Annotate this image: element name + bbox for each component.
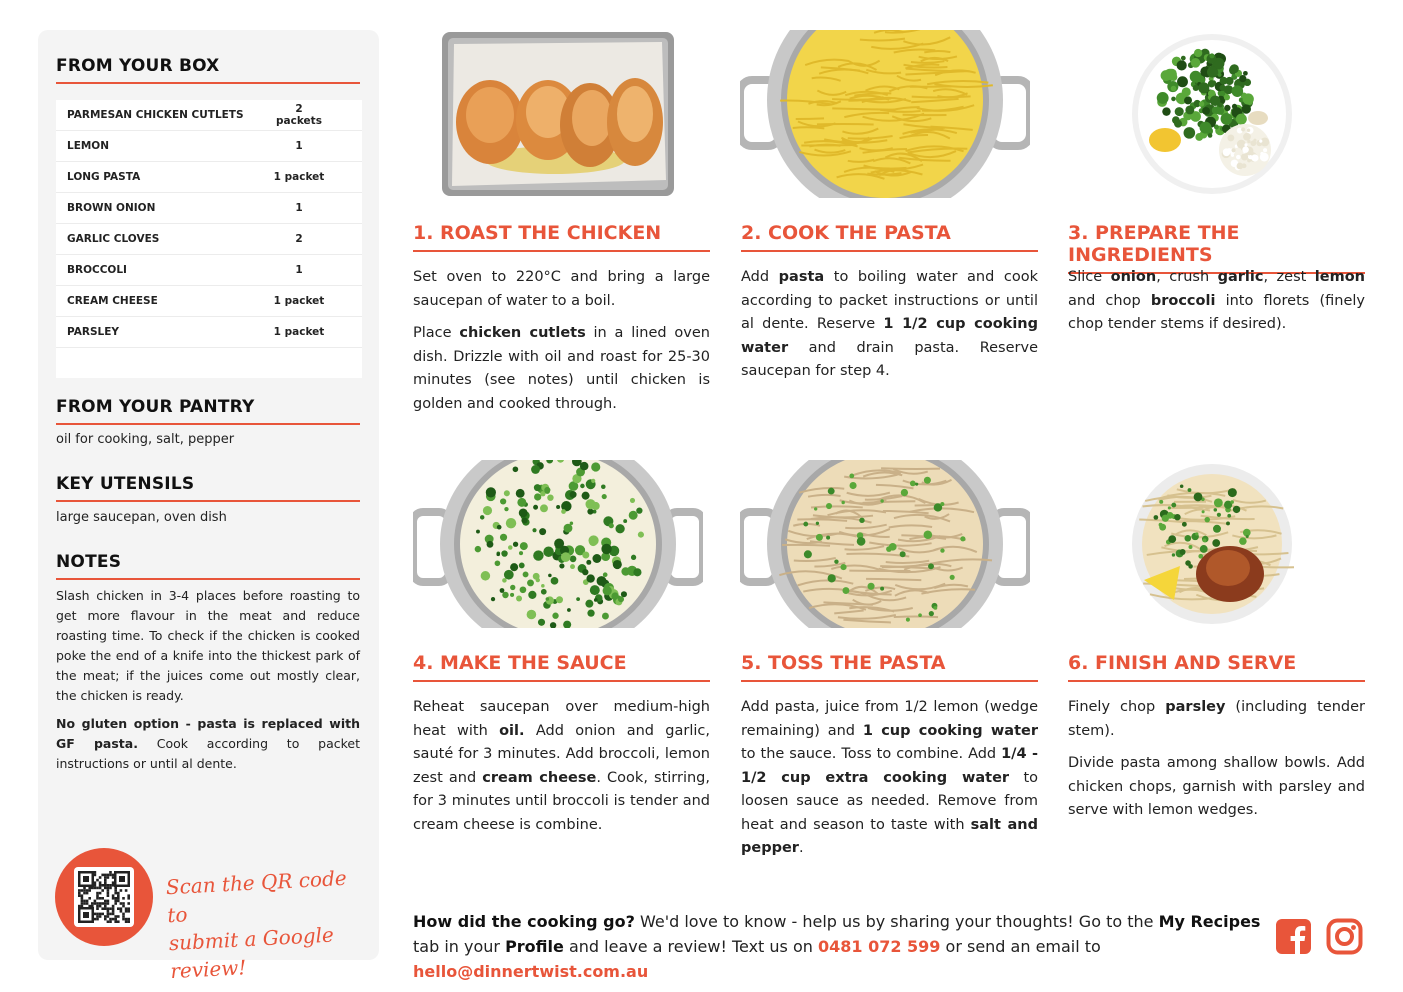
step-text: into florets (finely chop tender stems if desired). [1068, 292, 1365, 332]
roast-chicken-photo [440, 30, 676, 198]
step-ingredient-highlight: chicken cutlets [459, 325, 586, 341]
step-title: 4. MAKE THE SAUCE [413, 652, 710, 682]
step-text: , crush [1156, 269, 1218, 285]
step-paragraph [741, 266, 1038, 384]
qr-caption [165, 863, 371, 985]
ingredient-row [56, 286, 362, 317]
step-body [1068, 696, 1365, 832]
ingredient-name: BROWN ONION [56, 193, 272, 224]
notes-paragraph: Slash chicken in 3-4 places before roasting to get more flavour in the meat and reduce roasting time. To check if the chicken is cooked poke the end of a knife into the thickest park of the meat; if the juices come out mostly clear, the chicken is ready. [56, 588, 360, 703]
step-ingredient-highlight: 1 1/2 cup cooking water [741, 316, 1038, 356]
feedback-text-1: We'd love to know - help us by sharing your thoughts! Go to the [634, 912, 1159, 931]
step-text: and chop [1068, 292, 1151, 309]
step-body [741, 696, 1038, 870]
feedback-text-2: tab in your [413, 937, 506, 956]
ingredient-quantity: 1 packet [272, 317, 362, 348]
step-text: Slice [1068, 269, 1111, 285]
ingredients-sidebar [38, 30, 379, 984]
step-text: Add [741, 269, 779, 285]
step-title: 5. TOSS THE PASTA [741, 652, 1038, 682]
step-ingredient-highlight: cream cheese [482, 769, 597, 786]
notes-body [56, 586, 360, 782]
step-paragraph [1068, 752, 1365, 823]
step-ingredient-highlight: 1 cup cooking water [862, 722, 1038, 739]
notes-gf-bold: No gluten option - pasta is replaced with GF pasta. [56, 716, 360, 751]
qr-caption-line-1: Scan the QR code to [165, 865, 348, 928]
step-paragraph [1068, 266, 1365, 337]
step-paragraph [413, 322, 710, 416]
table-spacer-cell [272, 348, 362, 379]
step-text: Finely chop [1068, 699, 1166, 715]
ingredients-table [56, 100, 362, 378]
ingredient-name: LEMON [56, 131, 272, 162]
step-text: to boiling water and cook according to packet instructions or until al dente. Reserve [741, 269, 1038, 332]
step-ingredient-highlight: garlic [1217, 269, 1264, 285]
step-text: Divide pasta among shallow bowls. Add chicken chops, garnish with parsley and serve with lemon wedges. [1068, 755, 1365, 818]
ingredient-quantity: 2 [272, 224, 362, 255]
step-text: to the sauce. Toss to combine. Add [741, 746, 1002, 762]
qr-caption-line-2: submit a Google review! [168, 922, 335, 984]
ingredient-quantity: 2 packets [272, 100, 362, 131]
profile-label: Profile [505, 937, 564, 956]
ingredient-quantity: 1 packet [272, 286, 362, 317]
step-text: and drain pasta. Reserve saucepan for step 4. [741, 339, 1038, 379]
step-ingredient-highlight: pasta [778, 269, 825, 285]
step-ingredient-highlight: 1/4 - 1/2 cup extra cooking water [741, 746, 1038, 786]
step-text: to loosen sauce as needed. Remove from heat and season to taste with [741, 769, 1039, 833]
step-title: 6. FINISH AND SERVE [1068, 652, 1365, 682]
pantry-text: oil for cooking, salt, pepper [56, 432, 235, 447]
step-text: , zest [1263, 269, 1315, 285]
ingredient-name: CREAM CHEESE [56, 286, 272, 317]
step-text: . [798, 840, 804, 856]
ingredient-row [56, 317, 362, 348]
step-title: 3. PREPARE THE INGREDIENTS [1068, 222, 1365, 274]
toss-pasta-photo [740, 460, 1030, 628]
step-text: . Cook, stirring, for 3 minutes until broccoli is tender and cream cheese is combine. [413, 769, 710, 833]
step-body [741, 266, 1038, 393]
step-text: Place [413, 325, 460, 341]
ingredient-quantity: 1 [272, 255, 362, 286]
my-recipes-label: My Recipes [1158, 912, 1261, 931]
make-sauce-photo [413, 460, 703, 628]
step-paragraph [413, 266, 710, 313]
ingredient-name: LONG PASTA [56, 162, 272, 193]
step-title: 2. COOK THE PASTA [741, 222, 1038, 252]
ingredient-row [56, 193, 362, 224]
email-link[interactable]: hello@dinnertwist.com.au [413, 962, 649, 981]
ingredient-row [56, 255, 362, 286]
step-body [1068, 266, 1365, 346]
step-ingredient-highlight: oil. [499, 722, 525, 739]
notes-gf-rest: Cook according to packet instructions or until al dente. [56, 736, 360, 771]
step-paragraph [413, 696, 710, 837]
ingredient-row [56, 100, 362, 131]
qr-badge [55, 848, 153, 946]
ingredient-row [56, 131, 362, 162]
key-utensils-title: KEY UTENSILS [56, 474, 360, 502]
table-spacer [56, 348, 362, 379]
phone-number-link[interactable]: 0481 072 599 [817, 937, 941, 956]
ingredient-quantity: 1 packet [272, 162, 362, 193]
ingredient-name: GARLIC CLOVES [56, 224, 272, 255]
prepared-ingredients-photo [1130, 32, 1294, 196]
ingredient-name: PARMESAN CHICKEN CUTLETS [56, 100, 272, 131]
finished-dish-photo [1130, 462, 1294, 626]
feedback-text-3: and leave a review! Text us on [563, 937, 818, 956]
step-paragraph [1068, 696, 1365, 743]
ingredient-quantity: 1 [272, 193, 362, 224]
ingredient-row [56, 224, 362, 255]
instagram-icon[interactable] [1326, 918, 1363, 955]
table-spacer-cell [56, 348, 272, 379]
qr-code-icon[interactable] [74, 867, 134, 927]
step-ingredient-highlight: onion [1110, 269, 1157, 285]
facebook-icon[interactable] [1275, 918, 1312, 955]
cooked-pasta-photo [740, 30, 1030, 198]
feedback-question: How did the cooking go? [413, 912, 635, 931]
step-ingredient-highlight: salt and pepper [741, 816, 1038, 856]
step-title: 1. ROAST THE CHICKEN [413, 222, 710, 252]
step-text: (including tender stem). [1068, 699, 1365, 739]
ingredient-name: BROCCOLI [56, 255, 272, 286]
step-body [413, 266, 710, 425]
step-text: Add pasta, juice from 1/2 lemon (wedge remaining) and [741, 699, 1038, 739]
utensils-text: large saucepan, oven dish [56, 510, 227, 525]
step-ingredient-highlight: parsley [1165, 699, 1226, 715]
step-text: Reheat saucepan over medium-high heat with [413, 699, 710, 739]
step-ingredient-highlight: lemon [1314, 269, 1365, 285]
feedback-text-4: or send an email to [940, 937, 1101, 956]
ingredient-quantity: 1 [272, 131, 362, 162]
ingredient-row [56, 162, 362, 193]
step-ingredient-highlight: broccoli [1150, 292, 1216, 309]
step-text: Set oven to 220°C and bring a large saucepan of water to a boil. [413, 269, 710, 309]
notes-gluten-free [56, 714, 360, 774]
step-text: Add onion and garlic, sauté for 3 minutes. Add broccoli, lemon zest and [413, 722, 710, 786]
step-text: in a lined oven dish. Drizzle with oil and roast for 25-30 minutes (see notes) until chicken is golden and cooked through. [413, 325, 710, 412]
from-your-pantry-title: FROM YOUR PANTRY [56, 397, 360, 425]
from-your-box-title: FROM YOUR BOX [56, 56, 360, 84]
notes-title: NOTES [56, 552, 360, 580]
ingredient-name: PARSLEY [56, 317, 272, 348]
feedback-message [413, 909, 1263, 984]
step-body [413, 696, 710, 846]
step-paragraph [741, 696, 1038, 861]
